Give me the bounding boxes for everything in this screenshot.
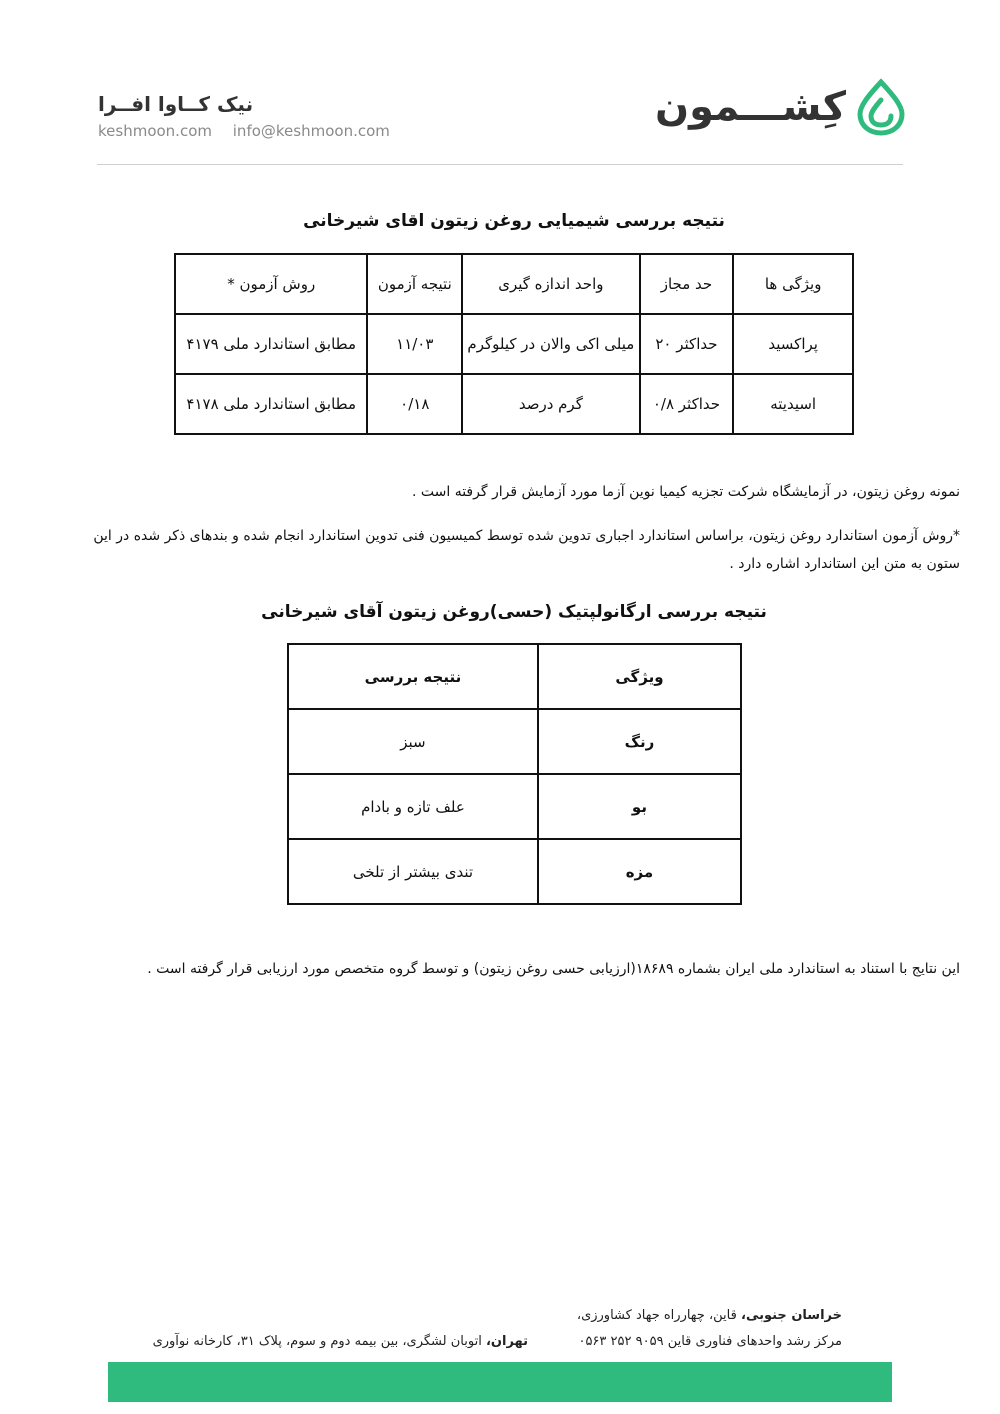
brand-logo	[655, 78, 908, 136]
table-cell: علف تازه و بادام	[288, 774, 538, 839]
brand-name: کِشـــمون	[654, 84, 846, 130]
tehran-label: تهران،	[485, 1334, 528, 1349]
table-header-row	[175, 254, 853, 314]
conclusion-note: این نتایج با استناد به استاندارد ملی ایران بشماره ۱۸۶۸۹(ارزیابی حسی روغن زیتون) و توسط گروه متخصص مورد ارزیابی قرار گرفته است .	[147, 961, 960, 977]
table-row	[175, 314, 853, 374]
table-cell: ۱۱/۰۳	[367, 314, 462, 374]
method-note: *روش آزمون استاندارد روغن زیتون، براساس استاندارد اجباری تدوین شده توسط کمیسیون فنی تدوین استاندارد انجام شده و بندهای ذکر شده در این ستون به متن این استاندارد اشاره دارد .	[93, 528, 960, 572]
table-cell: تندی بیشتر از تلخی	[288, 839, 538, 904]
chemical-table	[174, 253, 854, 435]
drop-logo-icon	[854, 78, 908, 136]
header-cell: ویژگی	[538, 644, 741, 709]
table-cell: رنگ	[538, 709, 741, 774]
header-cell: نتیجه آزمون	[367, 254, 462, 314]
table-cell: ۰/۱۸	[367, 374, 462, 434]
organoleptic-table	[287, 643, 742, 905]
table-cell: بو	[538, 774, 741, 839]
table-cell: حداکثر ۰/۸	[640, 374, 734, 434]
header-cell: روش آزمون *	[175, 254, 367, 314]
table-row	[288, 839, 741, 904]
table-cell: پراکسید	[733, 314, 853, 374]
table-row	[288, 774, 741, 839]
table-cell: اسیدیته	[733, 374, 853, 434]
table-row	[175, 374, 853, 434]
organoleptic-title: نتیجه بررسی ارگانولپتیک (حسی)روغن زیتون آقای شیرخانی	[261, 602, 767, 622]
table-cell: گرم درصد	[462, 374, 639, 434]
footer-bar	[108, 1362, 892, 1402]
chemical-title: نتیجه بررسی شیمیایی روغن زیتون اقای شیرخانی	[303, 211, 725, 231]
table-cell: حداکثر ۲۰	[640, 314, 734, 374]
table-row	[288, 709, 741, 774]
company-name: نیک کــاوا افــرا	[98, 92, 254, 116]
contact-info	[98, 122, 390, 140]
south-label: خراسان جنوبی،	[741, 1308, 842, 1323]
south-address	[577, 1308, 842, 1323]
header-cell: نتیجه بررسی	[288, 644, 538, 709]
sample-note: نمونه روغن زیتون، در آزمایشگاه شرکت تجزیه کیمیا نوین آزما مورد آزمایش قرار گرفته است .	[411, 484, 960, 500]
table-cell: مطابق استاندارد ملی ۴۱۷۹	[175, 314, 367, 374]
header-divider	[97, 164, 903, 165]
table-cell: سبز	[288, 709, 538, 774]
table-header-row	[288, 644, 741, 709]
table-cell: مزه	[538, 839, 741, 904]
header-cell: ویژگی ها	[733, 254, 853, 314]
header-cell: واحد اندازه گیری	[462, 254, 639, 314]
website-link[interactable]: keshmoon.com	[98, 122, 212, 140]
email-link[interactable]: info@keshmoon.com	[232, 122, 390, 140]
center-address: مرکز رشد واحدهای فناوری قاین ۹۰۵۹ ۲۵۲ ۰۵۶۳	[578, 1334, 842, 1349]
table-cell: مطابق استاندارد ملی ۴۱۷۸	[175, 374, 367, 434]
south-address-text: قاین، چهارراه جهاد کشاورزی،	[576, 1308, 741, 1323]
tehran-address	[153, 1334, 528, 1349]
table-cell: میلی اکی والان در کیلوگرم	[462, 314, 639, 374]
header-cell: حد مجاز	[640, 254, 734, 314]
tehran-address-text: اتوبان لشگری، بین بیمه دوم و سوم، پلاک ۳۱، کارخانه نوآوری	[152, 1334, 486, 1349]
